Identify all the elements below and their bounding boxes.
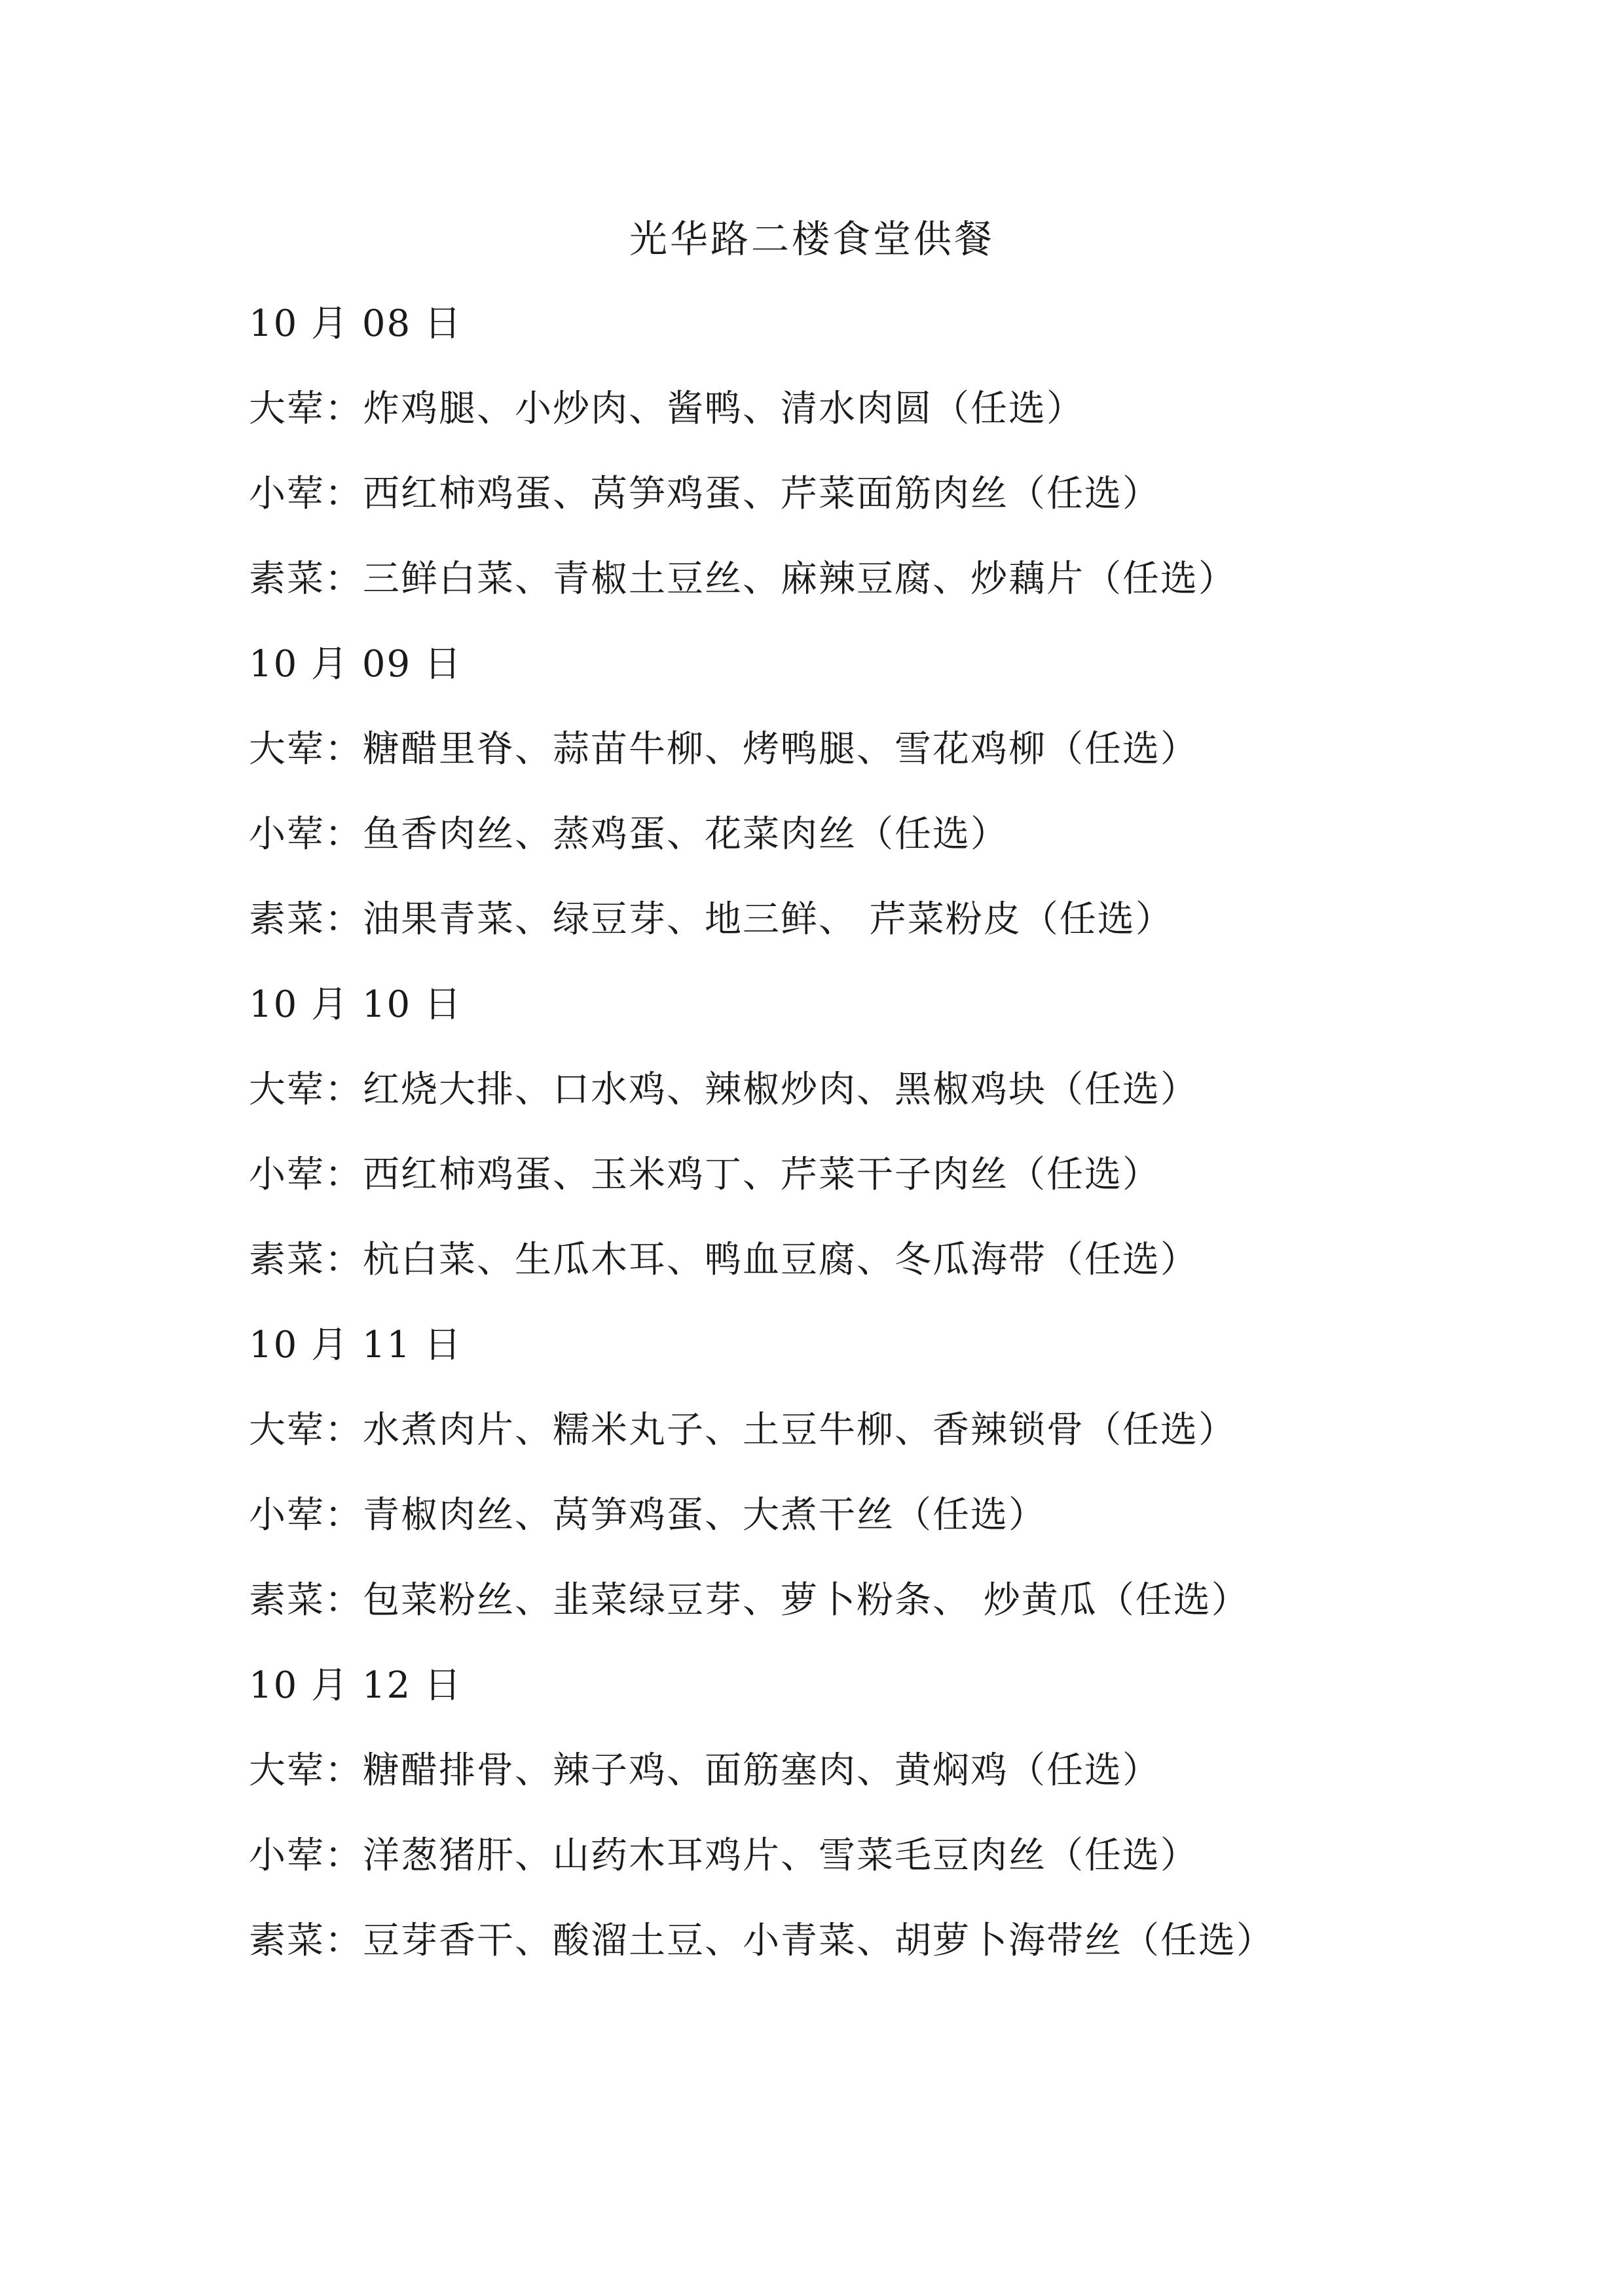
day-section [249, 298, 1559, 638]
date-heading: 10 月 09 日 [249, 643, 462, 685]
da-hun-line: 大荤：炸鸡腿、小炒肉、酱鸭、清水肉圆（任选） [249, 388, 1084, 430]
xiao-hun-line: 小荤：青椒肉丝、莴笋鸡蛋、大煮干丝（任选） [249, 1494, 1046, 1537]
date-heading: 10 月 12 日 [249, 1664, 462, 1707]
da-hun-line: 大荤：红烧大排、口水鸡、辣椒炒肉、黑椒鸡块（任选） [249, 1068, 1198, 1111]
su-cai-line: 素菜：三鲜白菜、青椒土豆丝、麻辣豆腐、炒藕片（任选） [249, 558, 1236, 600]
su-cai-line: 素菜：包菜粉丝、韭菜绿豆芽、萝卜粉条、 炒黄瓜（任选） [249, 1579, 1249, 1622]
xiao-hun-line: 小荤：西红柿鸡蛋、莴笋鸡蛋、芹菜面筋肉丝（任选） [249, 473, 1160, 515]
day-section [249, 1319, 1559, 1660]
da-hun-line: 大荤：水煮肉片、糯米丸子、土豆牛柳、香辣锁骨（任选） [249, 1409, 1236, 1451]
xiao-hun-line: 小荤：西红柿鸡蛋、玉米鸡丁、芹菜干子肉丝（任选） [249, 1154, 1160, 1196]
day-section [249, 1660, 1559, 2000]
date-heading: 10 月 10 日 [249, 983, 462, 1026]
da-hun-line: 大荤：糖醋排骨、辣子鸡、面筋塞肉、黄焖鸡（任选） [249, 1749, 1160, 1792]
day-section [249, 638, 1559, 979]
su-cai-line: 素菜：油果青菜、绿豆芽、地三鲜、 芹菜粉皮（任选） [249, 898, 1173, 941]
date-heading: 10 月 08 日 [249, 302, 462, 345]
su-cai-line: 素菜：杭白菜、生瓜木耳、鸭血豆腐、冬瓜海带（任选） [249, 1239, 1198, 1281]
xiao-hun-line: 小荤：鱼香肉丝、蒸鸡蛋、花菜肉丝（任选） [249, 813, 1008, 856]
da-hun-line: 大荤：糖醋里脊、蒜苗牛柳、烤鸭腿、雪花鸡柳（任选） [249, 728, 1198, 771]
menu-body [249, 298, 1559, 2000]
day-section [249, 979, 1559, 1319]
page-title: 光华路二楼食堂供餐 [629, 217, 995, 261]
xiao-hun-line: 小荤：洋葱猪肝、山药木耳鸡片、雪菜毛豆肉丝（任选） [249, 1834, 1198, 1877]
date-heading: 10 月 11 日 [249, 1324, 462, 1366]
su-cai-line: 素菜：豆芽香干、酸溜土豆、小青菜、胡萝卜海带丝（任选） [249, 1920, 1274, 1962]
